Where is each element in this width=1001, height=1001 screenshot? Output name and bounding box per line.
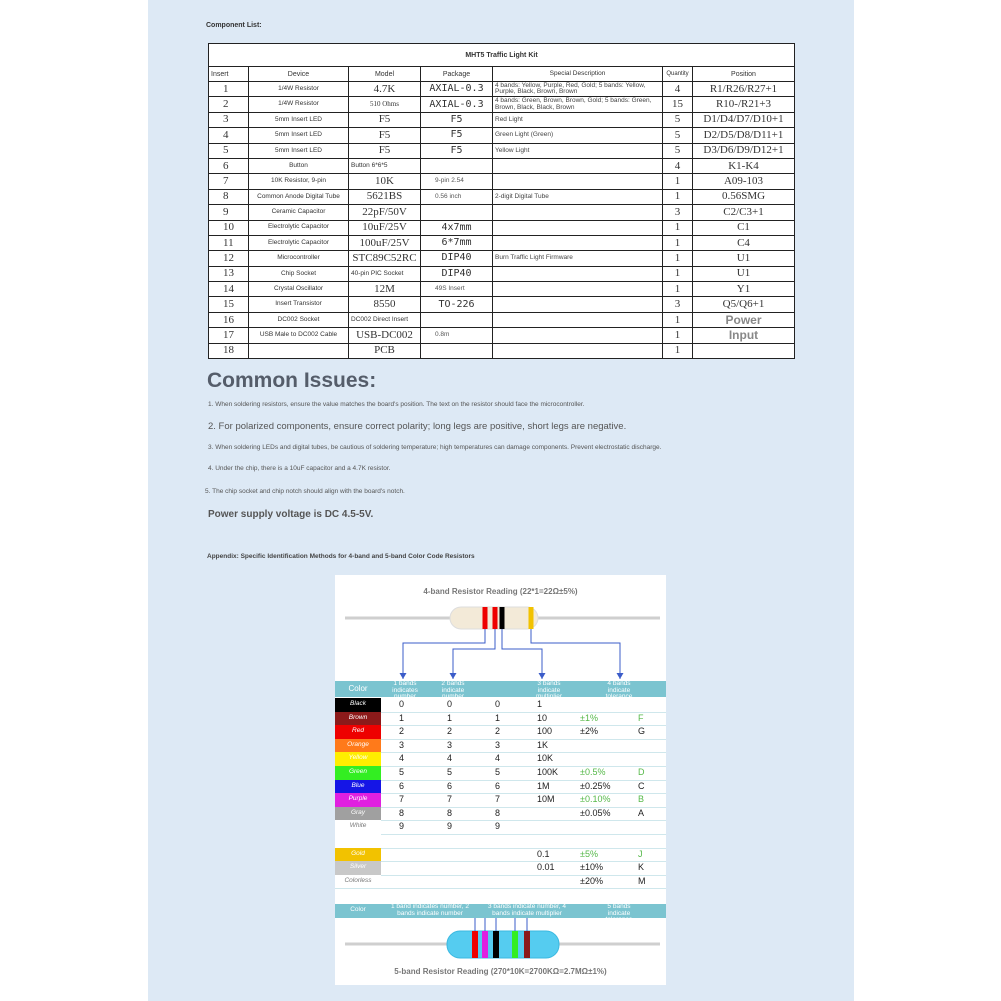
row-package: 0.56 inch (421, 189, 493, 204)
row-quantity: 1 (663, 328, 693, 343)
row-special (493, 158, 663, 173)
hdr-band2: 2 bands indicate number (441, 680, 465, 700)
hdr-band34: 3 bands indicate number, 4 bands indicate multiplier (487, 903, 567, 917)
digit-1: 2 (399, 726, 405, 737)
row-position: C2/C3+1 (693, 205, 795, 220)
tolerance: ±10% (580, 862, 603, 873)
digit-2: 1 (447, 712, 453, 723)
row-special: Yellow Light (493, 143, 663, 158)
color-swatch (335, 861, 381, 875)
table-row (209, 143, 795, 158)
header-model: Model (349, 67, 421, 82)
resistor-band (472, 931, 478, 958)
row-package (421, 205, 493, 220)
row-special (493, 328, 663, 343)
row-quantity: 1 (663, 266, 693, 281)
header-insert: Insert (209, 67, 249, 82)
issue-1: 1. When soldering resistors, ensure the value matches the board's position. The text on the resistor should face the microcontroller. (208, 401, 585, 408)
color-name: Silver (349, 863, 367, 871)
row-package: 6*7mm (421, 235, 493, 250)
digit-1: 4 (399, 753, 405, 764)
row-special (493, 205, 663, 220)
row-package (421, 343, 493, 358)
color-swatch (335, 834, 381, 848)
row-special (493, 297, 663, 312)
color-row (335, 820, 666, 835)
color-name: Red (352, 727, 364, 735)
resistor-body (447, 931, 559, 958)
row-model: 100uF/25V (349, 235, 421, 250)
row-device: Insert Transistor (249, 297, 349, 312)
row-insert: 1 (209, 82, 249, 97)
header-device: Device (249, 67, 349, 82)
row-model: DC002 Direct Insert (349, 312, 421, 327)
row-model: 10uF/25V (349, 220, 421, 235)
row-package: TO-226 (421, 297, 493, 312)
resistor-band (483, 607, 488, 629)
table-row (209, 328, 795, 343)
row-quantity: 5 (663, 112, 693, 127)
color-name: Gray (350, 808, 366, 816)
row-package: F5 (421, 112, 493, 127)
row-insert: 16 (209, 312, 249, 327)
connector-line (531, 629, 620, 679)
row-quantity: 1 (663, 189, 693, 204)
row-quantity: 15 (663, 97, 693, 112)
tolerance-code: M (638, 875, 646, 886)
row-device: Ceramic Capacitor (249, 205, 349, 220)
color-swatch (335, 780, 381, 794)
hdr-color: Color (348, 684, 368, 693)
digit-3: 7 (495, 794, 501, 805)
row-quantity: 1 (663, 343, 693, 358)
row-special (493, 174, 663, 189)
digit-1: 7 (399, 794, 405, 805)
row-model: PCB (349, 343, 421, 358)
issue-power: Power supply voltage is DC 4.5-5V. (208, 509, 374, 520)
row-device: 5mm Insert LED (249, 143, 349, 158)
row-insert: 9 (209, 205, 249, 220)
row-package: AXIAL-0.3 (421, 82, 493, 97)
row-device: Button (249, 158, 349, 173)
table-row (209, 97, 795, 112)
digit-1: 5 (399, 767, 405, 777)
digit-3: 8 (495, 807, 501, 818)
row-insert: 7 (209, 174, 249, 189)
row-device: 5mm Insert LED (249, 112, 349, 127)
header-package: Package (421, 67, 493, 82)
color-swatch (335, 793, 381, 807)
table-row (209, 266, 795, 281)
tolerance: ±5% (580, 848, 598, 859)
color-swatch (335, 752, 381, 766)
table-row (209, 82, 795, 97)
row-position: Input (693, 328, 795, 343)
multiplier: 10 (537, 712, 548, 723)
row-insert: 11 (209, 235, 249, 250)
row-device: 1/4W Resistor (249, 82, 349, 97)
tolerance-code: K (638, 862, 645, 873)
table-row (209, 189, 795, 204)
row-package: 4x7mm (421, 220, 493, 235)
row-model: STC89C52RC (349, 251, 421, 266)
multiplier: 1K (537, 739, 549, 750)
digit-3: 1 (495, 712, 501, 723)
row-quantity: 1 (663, 282, 693, 297)
header-quantity: Quantity (663, 67, 693, 82)
color-row (335, 793, 666, 808)
color-name: Purple (348, 795, 368, 803)
tolerance: ±20% (580, 875, 603, 886)
color-swatch (335, 725, 381, 739)
tolerance: ±1% (580, 712, 598, 723)
digit-1: 1 (399, 712, 405, 723)
table-row (209, 297, 795, 312)
five-band-caption: 5-band Resistor Reading (270*10K=2700KΩ=2.7MΩ±1%) (394, 967, 607, 976)
color-name: Orange (347, 740, 369, 748)
color-name: Blue (351, 781, 365, 789)
row-quantity: 4 (663, 158, 693, 173)
tolerance: ±0.10% (580, 794, 611, 805)
row-position: K1-K4 (693, 158, 795, 173)
row-special (493, 312, 663, 327)
row-position: D3/D6/D9/D12+1 (693, 143, 795, 158)
row-insert: 13 (209, 266, 249, 281)
digit-1: 3 (399, 739, 405, 750)
connector-line (403, 629, 485, 679)
row-insert: 6 (209, 158, 249, 173)
row-package: F5 (421, 128, 493, 143)
color-swatch (335, 712, 381, 726)
multiplier: 1M (537, 780, 550, 791)
issues-title: Common Issues: (207, 369, 377, 392)
row-model: 12M (349, 282, 421, 297)
row-insert: 5 (209, 143, 249, 158)
row-model: USB-DC002 (349, 328, 421, 343)
row-special: 2-digit Digital Tube (493, 189, 663, 204)
row-position: C1 (693, 220, 795, 235)
multiplier: 1 (537, 699, 543, 709)
color-name: Colorless (344, 876, 372, 884)
tolerance: ±2% (580, 726, 598, 737)
row-insert: 14 (209, 282, 249, 297)
tolerance: ±0.5% (580, 767, 606, 777)
digit-3: 9 (495, 821, 501, 832)
row-model: F5 (349, 143, 421, 158)
color-row (335, 752, 666, 767)
row-model: 22pF/50V (349, 205, 421, 220)
color-name: Gold (351, 849, 365, 857)
row-position: U1 (693, 251, 795, 266)
row-device: DC002 Socket (249, 312, 349, 327)
row-position: 0.56SMG (693, 189, 795, 204)
arrow-head (450, 673, 457, 679)
table-row (209, 220, 795, 235)
arrow-head (400, 673, 407, 679)
row-model: F5 (349, 128, 421, 143)
arrow-head (617, 673, 624, 679)
table-row (209, 158, 795, 173)
row-model: 10K (349, 174, 421, 189)
row-position (693, 343, 795, 358)
row-special (493, 266, 663, 281)
row-special (493, 282, 663, 297)
multiplier: 0.1 (537, 848, 550, 859)
row-position: R10-/R21+3 (693, 97, 795, 112)
row-position: Q5/Q6+1 (693, 297, 795, 312)
table-row (209, 235, 795, 250)
connector-line (502, 629, 542, 679)
color-name: Brown (348, 713, 368, 721)
row-quantity: 5 (663, 143, 693, 158)
digit-2: 9 (447, 821, 453, 832)
color-row (335, 698, 666, 713)
row-device (249, 343, 349, 358)
digit-3: 4 (495, 753, 501, 764)
row-model: 8550 (349, 297, 421, 312)
tolerance-code: F (638, 712, 644, 723)
color-row (335, 739, 666, 754)
hdr-band1: 1 bands indicates number (392, 680, 418, 700)
row-package: DIP40 (421, 266, 493, 281)
color-swatch (335, 848, 381, 862)
color-row (335, 766, 666, 781)
resistor-band (493, 931, 499, 958)
four-band-caption: 4-band Resistor Reading (22*1=22Ω±5%) (423, 587, 578, 596)
row-position: D2/D5/D8/D11+1 (693, 128, 795, 143)
tolerance-code: D (638, 767, 645, 777)
color-swatch (335, 820, 381, 834)
row-model: Button 6*6*5 (349, 158, 421, 173)
table-row (209, 128, 795, 143)
hdr-band3: 3 bands indicate multiplier (535, 680, 562, 700)
color-name: Yellow (348, 754, 368, 762)
row-quantity: 5 (663, 128, 693, 143)
row-quantity: 3 (663, 297, 693, 312)
row-position: U1 (693, 266, 795, 281)
color-swatch (335, 739, 381, 753)
row-position: R1/R26/R27+1 (693, 82, 795, 97)
row-quantity: 1 (663, 251, 693, 266)
row-special (493, 235, 663, 250)
digit-3: 6 (495, 780, 501, 791)
table-row (209, 112, 795, 127)
tolerance-code: A (638, 807, 645, 818)
color-swatch (335, 698, 381, 712)
row-package: 0.8m (421, 328, 493, 343)
hdr-band4: 4 bands indicate tolerance (605, 680, 633, 700)
tolerance-code: J (638, 848, 643, 859)
multiplier: 10M (537, 794, 555, 805)
component-table (208, 43, 795, 359)
digit-2: 2 (447, 726, 453, 737)
row-quantity: 1 (663, 220, 693, 235)
row-insert: 15 (209, 297, 249, 312)
row-quantity: 1 (663, 312, 693, 327)
table-row (209, 174, 795, 189)
row-special (493, 220, 663, 235)
color-name: Green (348, 768, 368, 775)
row-insert: 3 (209, 112, 249, 127)
resistor-color-chart (335, 575, 666, 985)
row-package (421, 312, 493, 327)
table-row (209, 205, 795, 220)
multiplier: 100 (537, 726, 553, 737)
digit-1: 9 (399, 821, 405, 832)
resistor-band (500, 607, 505, 629)
row-device: 10K Resistor, 9-pin (249, 174, 349, 189)
row-model: 510 Ohms (349, 97, 421, 112)
row-position: A09-103 (693, 174, 795, 189)
row-package: F5 (421, 143, 493, 158)
header-position: Position (693, 67, 795, 82)
row-model: 40-pin PIC Socket (349, 266, 421, 281)
multiplier: 100K (537, 767, 559, 777)
digit-3: 5 (495, 767, 501, 777)
table-row (209, 312, 795, 327)
row-quantity: 1 (663, 174, 693, 189)
row-special: Green Light (Green) (493, 128, 663, 143)
row-device: USB Male to DC002 Cable (249, 328, 349, 343)
row-package (421, 158, 493, 173)
row-model: F5 (349, 112, 421, 127)
row-special: 4 bands: Yellow, Purple, Red, Gold; 5 bands: Yellow, Purple, Black, Brown, Brown (493, 82, 663, 97)
row-insert: 18 (209, 343, 249, 358)
color-row (335, 807, 666, 822)
row-insert: 17 (209, 328, 249, 343)
color-row (335, 834, 666, 849)
row-model: 4.7K (349, 82, 421, 97)
row-device: 5mm Insert LED (249, 128, 349, 143)
digit-3: 2 (495, 726, 501, 737)
row-insert: 10 (209, 220, 249, 235)
row-position: C4 (693, 235, 795, 250)
row-special: Burn Traffic Light Firmware (493, 251, 663, 266)
connector-line (453, 629, 495, 679)
row-special: 4 bands: Green, Brown, Brown, Gold; 5 bands: Green, Brown, Black, Black, Brown (493, 97, 663, 112)
row-special: Red Light (493, 112, 663, 127)
resistor-band (493, 607, 498, 629)
tolerance: ±0.25% (580, 780, 611, 791)
color-row (335, 848, 666, 863)
arrow-head (539, 673, 546, 679)
row-device: Crystal Oscillator (249, 282, 349, 297)
resistor-band (529, 607, 534, 629)
color-swatch (335, 807, 381, 821)
digit-2: 4 (447, 753, 453, 764)
row-insert: 8 (209, 189, 249, 204)
digit-1: 8 (399, 807, 405, 818)
row-device: Microcontroller (249, 251, 349, 266)
grid-header-top (335, 680, 666, 700)
table-row (209, 343, 795, 358)
digit-3: 3 (495, 739, 501, 750)
issue-2: 2. For polarized components, ensure correct polarity; long legs are positive, short legs are negative. (208, 421, 627, 432)
digit-1: 6 (399, 780, 405, 791)
color-row (335, 875, 666, 890)
digit-1: 0 (399, 699, 405, 709)
digit-2: 0 (447, 699, 453, 709)
digit-2: 5 (447, 767, 453, 777)
hdr-band5: 5 bands indicate tolerance (605, 903, 633, 923)
digit-2: 3 (447, 739, 453, 750)
row-device: Common Anode Digital Tube (249, 189, 349, 204)
color-swatch (335, 766, 381, 780)
color-row (335, 712, 666, 727)
digit-2: 7 (447, 794, 453, 805)
digit-3: 0 (495, 699, 501, 709)
tolerance-code: B (638, 794, 645, 805)
tolerance: ±0.05% (580, 807, 611, 818)
digit-2: 8 (447, 807, 453, 818)
row-quantity: 3 (663, 205, 693, 220)
row-package: AXIAL-0.3 (421, 97, 493, 112)
row-package: 49S Insert (421, 282, 493, 297)
component-list-label: Component List: (206, 22, 262, 29)
color-row (335, 725, 666, 740)
row-position: Y1 (693, 282, 795, 297)
row-insert: 2 (209, 97, 249, 112)
table-row (209, 251, 795, 266)
row-special (493, 343, 663, 358)
color-name: Black (350, 700, 366, 707)
color-name: White (349, 822, 367, 830)
table-row (209, 282, 795, 297)
row-device: Electrolytic Capacitor (249, 220, 349, 235)
resistor-band (482, 931, 488, 958)
tolerance-code: G (638, 726, 646, 737)
row-model: 5621BS (349, 189, 421, 204)
row-package: DIP40 (421, 251, 493, 266)
multiplier: 0.01 (537, 862, 555, 873)
header-special: Special Description (493, 67, 663, 82)
row-device: 1/4W Resistor (249, 97, 349, 112)
color-swatch (335, 875, 381, 889)
row-position: Power (693, 312, 795, 327)
digit-2: 6 (447, 780, 453, 791)
row-quantity: 1 (663, 235, 693, 250)
color-row (335, 861, 666, 876)
row-package: 9-pin 2.54 (421, 174, 493, 189)
hdr-band12: 1 band indicates number, 2 bands indicate number (390, 903, 470, 917)
resistor-band (512, 931, 518, 958)
row-quantity: 4 (663, 82, 693, 97)
row-device: Chip Socket (249, 266, 349, 281)
issue-5: 5. The chip socket and chip notch should align with the board's notch. (205, 488, 405, 495)
row-insert: 4 (209, 128, 249, 143)
row-position: D1/D4/D7/D10+1 (693, 112, 795, 127)
multiplier: 10K (537, 753, 554, 764)
row-insert: 12 (209, 251, 249, 266)
grid-header-bottom (335, 903, 666, 923)
row-device: Electrolytic Capacitor (249, 235, 349, 250)
table-title: MHT5 Traffic Light Kit (209, 44, 795, 67)
tolerance-code: C (638, 780, 645, 791)
appendix-title: Appendix: Specific Identification Methods for 4-band and 5-band Color Code Resistors (207, 553, 475, 560)
color-row (335, 780, 666, 795)
resistor-band (524, 931, 530, 958)
issue-4: 4. Under the chip, there is a 10uF capacitor and a 4.7K resistor. (208, 465, 391, 472)
issue-3: 3. When soldering LEDs and digital tubes, be cautious of soldering temperature; high temperatures can damage components. Prevent electrostatic discharge. (208, 444, 662, 451)
hdr-color-bottom: Color (350, 906, 366, 913)
